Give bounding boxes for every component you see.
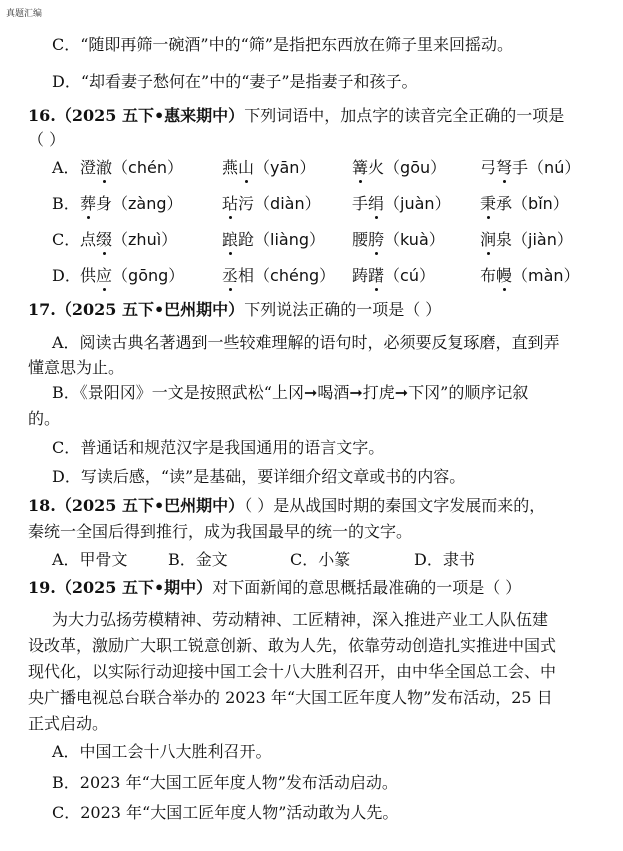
- dotted-character: 葬: [80, 194, 97, 213]
- q19-source: （2025 五下•期中）: [55, 578, 213, 597]
- pinyin-label: （diàn）: [254, 194, 321, 213]
- dotted-character: 山: [238, 158, 255, 177]
- q16-option-label: C．: [52, 230, 81, 249]
- q18-number: 18.: [28, 496, 56, 515]
- q16-word-item: [480, 230, 573, 250]
- q19-passage-line3: 现代化，以实际行动迎接中国工会十八大胜利召开，由中华全国总工会、中: [28, 662, 557, 681]
- q16-word-item: [480, 266, 580, 286]
- q19-option-a: A．中国工会十八大胜利召开。: [52, 742, 272, 761]
- q16-word-item: [222, 266, 335, 286]
- q16-option-label: A．: [52, 158, 80, 177]
- word-suffix: 火: [368, 158, 385, 177]
- pinyin-label: （kuà）: [384, 230, 445, 249]
- pinyin-label: （chéng）: [254, 266, 336, 285]
- q16-option-label: D．: [52, 266, 81, 285]
- dotted-character: 澈: [96, 158, 113, 177]
- q16-word-item: [222, 194, 321, 214]
- q16-option-row: [52, 194, 612, 214]
- word-prefix: 布: [480, 266, 497, 285]
- q19-passage-line2: 设改革，激励广大职工锐意创新、敢为人先，依靠劳动创造扎实推进中国式: [28, 636, 557, 655]
- q16-word-item: [352, 266, 435, 286]
- word-prefix: 踌: [352, 266, 369, 285]
- word-suffix: 污: [238, 194, 255, 213]
- q19-stem: 对下面新闻的意思概括最准确的一项是（ ）: [212, 578, 522, 597]
- q16-stem: 下列词语中，加点字的读音完全正确的一项是: [244, 106, 565, 125]
- pinyin-label: （juàn）: [384, 194, 451, 213]
- dotted-character: 幔: [496, 266, 513, 285]
- dotted-character: 玷: [222, 194, 239, 213]
- pinyin-label: （gōu）: [384, 158, 447, 177]
- dotted-character: 躇: [368, 266, 385, 285]
- q17-option-b-line1: B．《景阳冈》一文是按照武松“上冈➞喝酒➞打虎➞下冈”的顺序记叙: [52, 383, 529, 402]
- q19-passage-line5: 正式启动。: [28, 714, 109, 733]
- q18-options: [52, 550, 592, 570]
- q19-number: 19.: [28, 578, 56, 597]
- q16-word-item: [222, 230, 325, 250]
- pinyin-label: （nú）: [528, 158, 581, 177]
- q19-option-c: C．2023 年“大国工匠年度人物”活动敢为人先。: [52, 803, 399, 822]
- q16-option-row: [52, 266, 612, 286]
- word-suffix: 身: [96, 194, 113, 213]
- word-prefix: 点: [80, 230, 97, 249]
- pinyin-label: （yān）: [254, 158, 316, 177]
- q17-option-c: C．普通话和规范汉字是我国通用的语言文字。: [52, 438, 385, 457]
- word-prefix: 腰: [352, 230, 369, 249]
- q16-word-item: [222, 158, 315, 178]
- q16-word-item: [352, 230, 445, 250]
- word-prefix: 燕: [222, 158, 239, 177]
- prev-option-c: C．“随即再筛一碗酒”中的“筛”是指把东西放在筛子里来回摇动。: [52, 35, 513, 54]
- q16-word-item: [80, 158, 183, 178]
- dotted-character: 篝: [352, 158, 369, 177]
- q17-option-a-line2: 懂意思为止。: [28, 358, 125, 377]
- q16-word-item: [352, 194, 451, 214]
- dotted-character: 绢: [368, 194, 385, 213]
- q18-stem-line: [28, 496, 545, 516]
- q16-word-item: [480, 158, 580, 178]
- q18-option-c: C．小篆: [290, 550, 351, 569]
- q18-stem: （ ）是从战国时期的秦国文字发展而来的，: [244, 496, 546, 515]
- q19-passage-line4: 央广播电视总台联合举办的 2023 年“大国工匠年度人物”发布活动，25 日: [28, 688, 553, 707]
- word-suffix: 相: [238, 266, 255, 285]
- pinyin-label: （gōng）: [112, 266, 185, 285]
- dotted-character: 应: [96, 266, 113, 285]
- q17-option-d: D．写读后感，“读”是基础，要详细介绍文章或书的内容。: [52, 467, 466, 486]
- pinyin-label: （liàng）: [254, 230, 326, 249]
- prev-option-d: D．“却看妻子愁何在”中的“妻子”是指妻子和孩子。: [52, 72, 418, 91]
- q16-option-row: [52, 230, 612, 250]
- word-prefix: 弓: [480, 158, 497, 177]
- q17-stem: 下列说法正确的一项是（ ）: [244, 300, 442, 319]
- q17-stem-line: [28, 300, 441, 320]
- dotted-character: 丞: [222, 266, 239, 285]
- word-suffix: 承: [496, 194, 513, 213]
- pinyin-label: （bǐn）: [512, 194, 569, 213]
- dotted-character: 秉: [480, 194, 497, 213]
- word-suffix: 跄: [238, 230, 255, 249]
- q16-word-item: [80, 266, 184, 286]
- pinyin-label: （jiàn）: [512, 230, 573, 249]
- q16-word-item: [352, 158, 446, 178]
- q18-option-a: A．甲骨文: [52, 550, 128, 569]
- q16-word-item: [80, 230, 177, 250]
- q17-option-a-line1: A．阅读古典名著遇到一些较难理解的语句时，必须要反复琢磨，直到弄: [52, 333, 560, 352]
- word-suffix: 手: [512, 158, 529, 177]
- q18-option-b: B．金文: [168, 550, 228, 569]
- pinyin-label: （màn）: [512, 266, 580, 285]
- word-prefix: 澄: [80, 158, 97, 177]
- pinyin-label: （cú）: [384, 266, 435, 285]
- q18-option-d: D．隶书: [414, 550, 475, 569]
- word-suffix: 泉: [496, 230, 513, 249]
- pinyin-label: （zhuì）: [112, 230, 178, 249]
- q19-passage-line1: 为大力弘扬劳模精神、劳动精神、工匠精神，深入推进产业工人队伍建: [52, 610, 549, 629]
- q16-blank: （ ）: [28, 130, 66, 149]
- q18-source: （2025 五下•巴州期中）: [55, 496, 245, 515]
- dotted-character: 缀: [96, 230, 113, 249]
- q16-option-row: [52, 158, 612, 178]
- q16-number: 16.: [28, 106, 56, 125]
- header-label: 真题汇编: [6, 9, 43, 19]
- word-prefix: 手: [352, 194, 369, 213]
- q16-source: （2025 五下•惠来期中）: [55, 106, 245, 125]
- q16-word-item: [480, 194, 569, 214]
- q16-word-item: [80, 194, 183, 214]
- q16-stem-line: [28, 106, 564, 126]
- q16-option-label: B．: [52, 194, 80, 213]
- pinyin-label: （chén）: [112, 158, 183, 177]
- q17-source: （2025 五下•巴州期中）: [55, 300, 245, 319]
- pinyin-label: （zàng）: [112, 194, 183, 213]
- q19-stem-line: [28, 578, 521, 598]
- dotted-character: 涧: [480, 230, 497, 249]
- q17-number: 17.: [28, 300, 56, 319]
- word-prefix: 供: [80, 266, 97, 285]
- dotted-character: 弩: [496, 158, 513, 177]
- dotted-character: 胯: [368, 230, 385, 249]
- q17-option-b-line2: 的。: [28, 409, 61, 428]
- q18-stem-line2: 秦统一全国后得到推行，成为我国最早的统一的文字。: [28, 522, 413, 541]
- dotted-character: 踉: [222, 230, 239, 249]
- q19-option-b: B．2023 年“大国工匠年度人物”发布活动启动。: [52, 773, 398, 792]
